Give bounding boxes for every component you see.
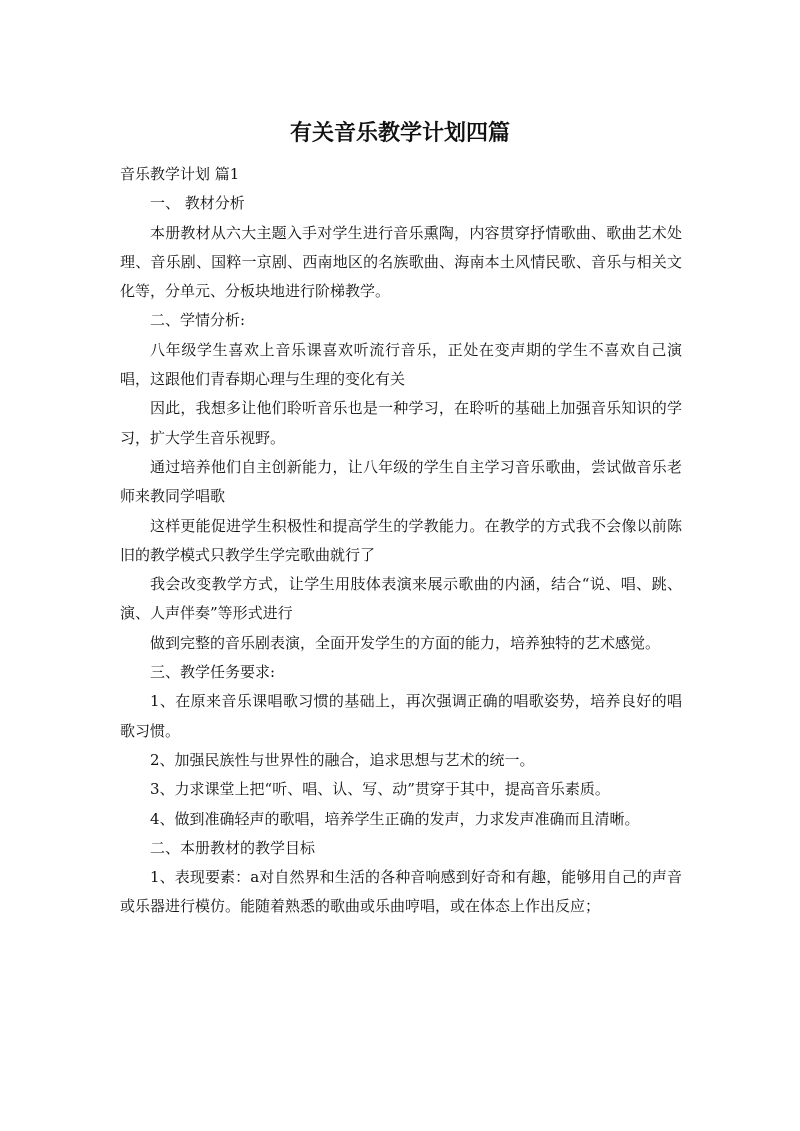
section-heading-part1: 音乐教学计划 篇1 (120, 165, 240, 183)
paragraph-student-analysis-1: 八年级学生喜欢上音乐课喜欢听流行音乐，正处在变声期的学生不喜欢自己演唱，这跟他们青春期心理与生理的变化有关 (120, 340, 682, 389)
document-body (120, 160, 682, 922)
paragraph-student-analysis-4: 这样更能促进学生积极性和提高学生的学教能力。在教学的方式我不会像以前陈旧的教学模式只教学生学完歌曲就行了 (120, 516, 682, 564)
paragraph-student-analysis-2: 因此，我想多让他们聆听音乐也是一种学习，在聆听的基础上加强音乐知识的学习，扩大学生音乐视野。 (120, 399, 682, 447)
document-title: 有关音乐教学计划四篇 (289, 121, 510, 146)
requirement-item-3: 3、力求课堂上把“听、唱、认、写、动”贯穿于其中，提高音乐素质。 (150, 780, 610, 799)
paragraph-student-analysis-3: 通过培养他们自主创新能力，让八年级的学生自主学习音乐歌曲，尝试做音乐老师来教同学唱歌 (120, 457, 682, 506)
requirement-item-4: 4、做到准确轻声的歌唱，培养学生正确的发声，力求发声准确而且清晰。 (150, 809, 640, 828)
requirement-item-2: 2、加强民族性与世界性的融合，追求思想与艺术的统一。 (150, 750, 535, 769)
heading-student-analysis: 二、学情分析: (150, 311, 246, 330)
heading-teaching-requirements: 三、教学任务要求: (150, 663, 276, 682)
requirement-item-1: 1、在原来音乐课唱歌习惯的基础上，再次强调正确的唱歌姿势，培养良好的唱歌习惯。 (120, 692, 682, 740)
heading-teaching-goals: 二、本册教材的教学目标 (150, 838, 316, 857)
paragraph-student-analysis-5: 我会改变教学方式，让学生用肢体表演来展示歌曲的内涵，结合“说、唱、跳、演、人声伴奏”等形式进行 (120, 575, 682, 623)
paragraph-textbook-analysis: 本册教材从六大主题入手对学生进行音乐熏陶，内容贯穿抒情歌曲、歌曲艺术处理、音乐剧、国粹一京剧、西南地区的名族歌曲、海南本土风情民歌、音乐与相关文化等，分单元、分板块地进行阶梯教学。 (120, 223, 682, 301)
goal-item-1: 1、表现要素：a对自然界和生活的各种音响感到好奇和有趣，能够用自己的声音或乐器进行模仿。能随着熟悉的歌曲或乐曲哼唱，或在体态上作出反应； (120, 868, 682, 916)
paragraph-student-analysis-6: 做到完整的音乐剧表演，全面开发学生的方面的能力，培养独特的艺术感觉。 (150, 633, 661, 652)
heading-textbook-analysis: 一、 教材分析 (150, 194, 245, 213)
